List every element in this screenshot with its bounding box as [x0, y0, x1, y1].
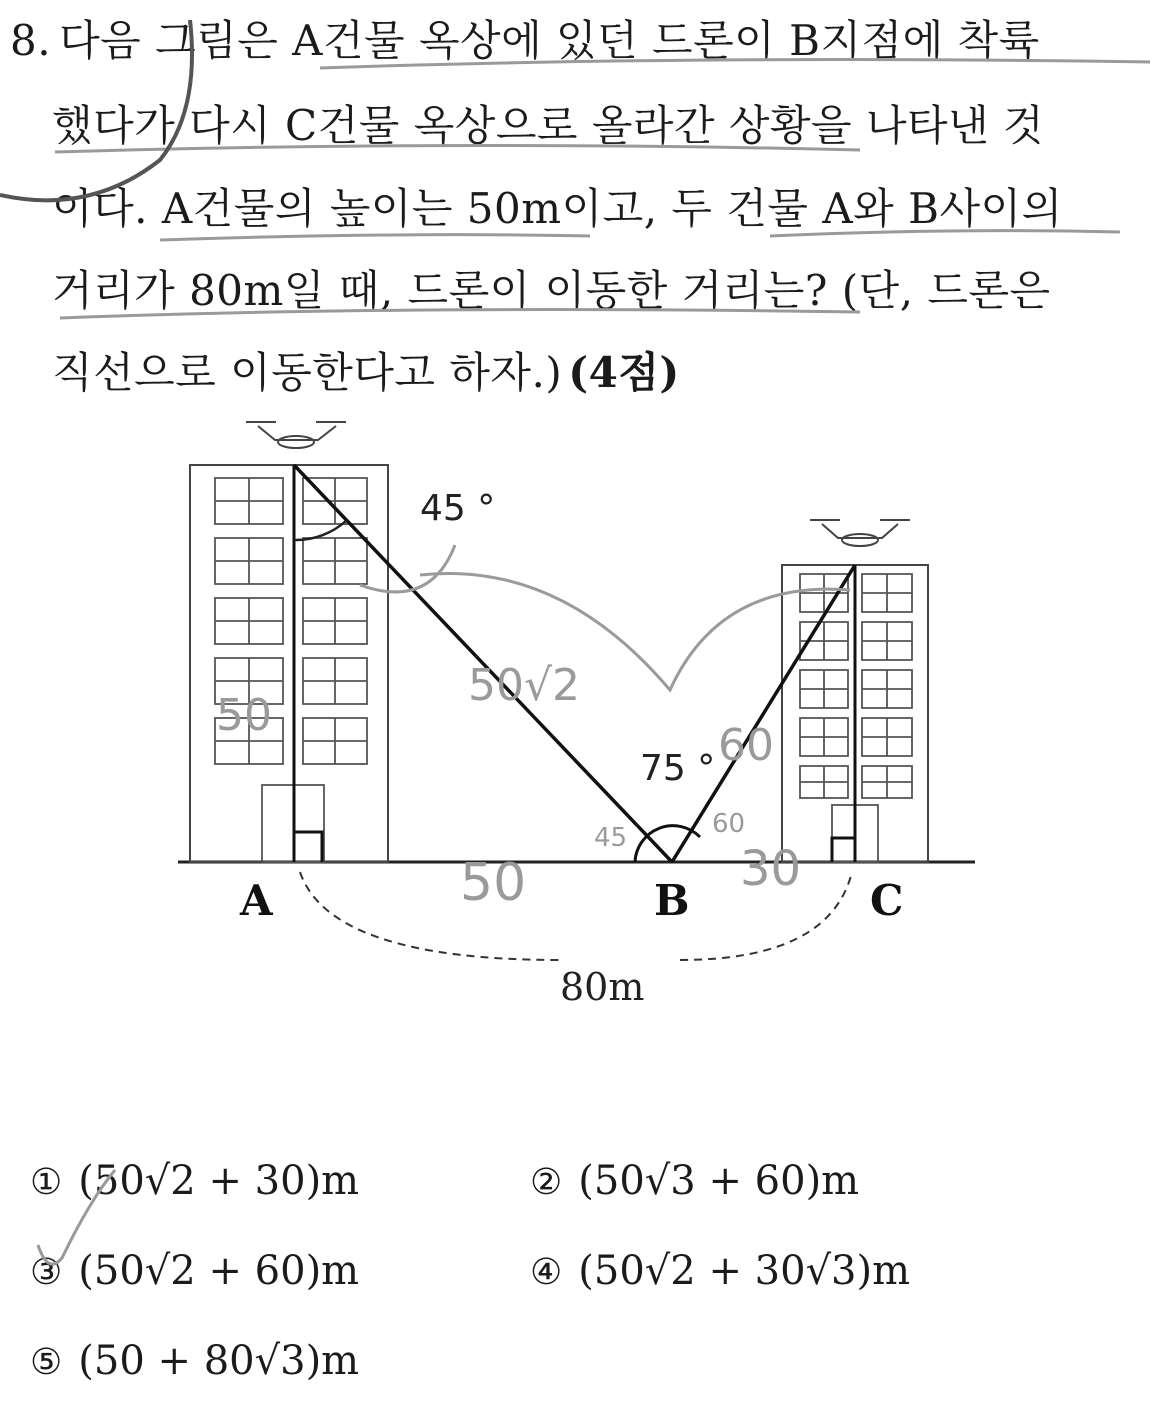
drone-a-icon — [246, 422, 346, 448]
question-text-4: 거리가 80m일 때, 드론이 이동한 거리는? (단, 드론은 — [52, 266, 1051, 315]
choice-5[interactable] — [30, 1338, 359, 1384]
question-text-2: 했다가 다시 C건물 옥상으로 올라간 상황을 나타낸 것 — [52, 101, 1045, 150]
pencil-arrow — [360, 545, 850, 690]
note-small-angle-60: 60 — [712, 809, 746, 839]
building-c — [782, 565, 928, 862]
building-a — [190, 465, 388, 862]
underline-1 — [320, 60, 1150, 68]
angle-arc-top — [294, 520, 347, 540]
note-height-a: 50 — [216, 690, 272, 741]
choice-5-text: (50 + 80√3)m — [78, 1338, 360, 1384]
choice-4-mark: ④ — [530, 1252, 563, 1293]
label-a: A — [240, 876, 273, 925]
label-c: C — [870, 876, 904, 925]
question-text-5: 직선으로 이동한다고 하자.) — [52, 348, 563, 397]
underline-5 — [60, 310, 860, 318]
pencil-check-icon — [0, 1140, 200, 1300]
note-ground-ab: 50 — [460, 853, 527, 913]
question-text-3: 이다. A건물의 높이는 50m이고, 두 건물 A와 B사이의 — [52, 184, 1063, 233]
angle-bottom-label: 75 ° — [640, 748, 716, 789]
path-b-to-c — [672, 565, 855, 862]
angle-top-label: 45 ° — [420, 488, 496, 529]
choice-4[interactable] — [530, 1248, 910, 1294]
note-ground-bc: 30 — [740, 841, 802, 897]
question-text-1: 다음 그림은 A건물 옥상에 있던 드론이 B지점에 착륙 — [59, 16, 1040, 65]
question-number: 8. — [10, 16, 52, 65]
pen-bracket — [0, 20, 192, 200]
drone-c-icon — [810, 520, 910, 546]
underline-4 — [770, 231, 1120, 236]
label-b: B — [654, 876, 690, 925]
question-points: (4점) — [568, 348, 680, 397]
choice-2[interactable] — [530, 1158, 859, 1204]
note-small-angle-45: 45 — [594, 823, 628, 853]
choice-3-text: (50√2 + 60)m — [78, 1248, 360, 1294]
choice-2-mark: ② — [530, 1162, 563, 1203]
distance-label: 80m — [560, 965, 645, 1009]
choice-5-mark: ⑤ — [30, 1342, 63, 1383]
choice-1-text: (50√2 + 30)m — [78, 1158, 360, 1204]
choice-4-text: (50√2 + 30√3)m — [578, 1248, 911, 1294]
choice-2-text: (50√3 + 60)m — [578, 1158, 860, 1204]
check-stroke — [38, 1170, 115, 1264]
note-segment-ab: 50√2 — [468, 660, 581, 711]
underline-2 — [55, 145, 860, 152]
pencil-underlines — [0, 0, 1169, 400]
note-segment-bc: 60 — [718, 720, 774, 771]
drone-figure — [0, 400, 1169, 1040]
underline-3 — [160, 235, 590, 240]
choice-1-mark: ① — [30, 1162, 63, 1203]
choice-3-mark: ③ — [30, 1252, 63, 1293]
